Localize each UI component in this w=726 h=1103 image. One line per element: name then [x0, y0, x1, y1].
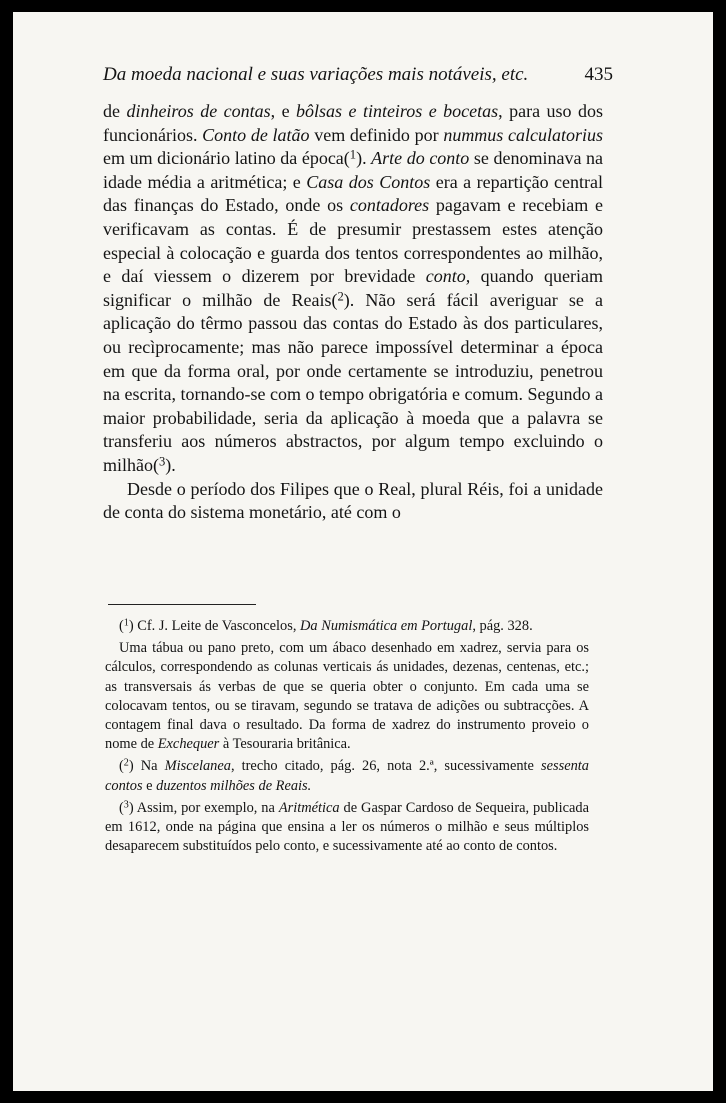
paragraph-2: Desde o período dos Filipes que o Real, plural Réis, foi a unidade de conta do sistema monetário, até com o: [103, 478, 603, 523]
text-run: , para uso dos funcionários.: [103, 101, 603, 145]
text-run: , trecho citado, pág. 26, nota 2.ª, sucessivamente: [230, 758, 542, 775]
text-run: , e: [270, 101, 297, 121]
footnote-marker: 2: [123, 757, 129, 769]
footnote-1: [105, 617, 589, 636]
italic-term: conto,: [425, 266, 471, 287]
text-run: ).: [165, 454, 176, 475]
text-run: de: [103, 101, 127, 121]
italic-term: Casa dos Contos: [306, 171, 431, 192]
running-header: [103, 62, 613, 92]
italic-term: Da Numismática em Portugal: [300, 618, 473, 634]
text-run: ). Não será fácil averiguar se a aplicação do têrmo passou das contas do Estado às dos particulares, ou recìprocamente; mas não parece impossível determinar a época em que da forma oral, por onde certamente se introduziu, penetrou na escrita, tornando-se com o tempo obrigatória e comum. Segundo a maior probabilidade, seria da aplicação à moeda que a palavra se transferiu aos números abstractos, por algum tempo excluindo o milhão(: [103, 289, 603, 475]
text-run: (: [119, 799, 124, 816]
text-run: , pág. 328.: [472, 618, 533, 634]
italic-term: dinheiros de contas: [126, 101, 271, 121]
footnote-ref-3: 3: [159, 454, 166, 469]
book-page: [13, 12, 713, 1091]
text-run: era a repartição central das finanças do Estado, onde os: [103, 171, 604, 216]
italic-term: Conto de latão: [202, 124, 310, 145]
text-run: Uma tábua ou pano preto, com um ábaco desenhado em xadrez, servia para os cálculos, correspondendo as colunas verticais ás unidades, dezenas, centenas, etc.; as transversais ás verbas de que se queria obter o conjunto. Em cada uma se colocavam tentos, ou se tiravam, segundo se tratava de adições ou subtracções. A contagem final dava o resultado. Da forma de xadrez do instrumento proveio o nome de: [105, 640, 589, 753]
italic-term: nummus calculatorius: [443, 124, 603, 145]
text-run: de Gaspar Cardoso de Sequeira, publicada em 1612, onde na página que ensina a ler os números o milhão e seus múltiplos desaparecem substituídos pelo conto, e sucessivamente até ao conto de contos.: [105, 799, 589, 855]
footnote-divider: [108, 604, 256, 605]
text-run: em um dicionário latino da época(: [103, 148, 350, 169]
italic-term: Arte do conto: [371, 148, 470, 169]
footnote-2: [105, 757, 589, 795]
italic-term: Aritmética: [278, 799, 340, 816]
footnote-3: [105, 799, 589, 857]
footnote-1-continued: [105, 639, 589, 754]
text-run: ) Cf. J. Leite de Vasconcelos,: [128, 618, 301, 634]
footnote-ref-2: 2: [337, 289, 344, 304]
italic-term: bôlsas e tinteiros e bocetas: [296, 101, 499, 121]
text-run: (: [119, 618, 124, 634]
italic-term: sessenta contos: [105, 758, 589, 794]
text-run: pagavam e recebiam e verificavam as contas. É de presumir prestassem estes atenção especial à colocação e guarda dos tentos correspondentes ao milhão, e daí viessem o dizerem por brevidade: [103, 195, 603, 287]
footnotes: [105, 617, 589, 859]
text-run: quando queriam significar o milhão de Reais(: [103, 266, 604, 310]
italic-term: duzentos milhões de Reais.: [156, 777, 312, 794]
main-text: [103, 100, 603, 525]
italic-term: Exchequer: [157, 736, 220, 753]
text-run: se denominava na idade média a aritmética; e: [103, 148, 603, 192]
text-run: ).: [356, 148, 372, 169]
footnote-ref-1: 1: [349, 147, 357, 162]
text-run: e: [142, 777, 157, 794]
text-run: vem definido por: [309, 124, 444, 145]
footnote-marker: 3: [123, 799, 129, 811]
italic-term: contadores: [349, 195, 430, 216]
text-run: ) Assim, por exemplo, na: [128, 799, 279, 816]
text-run: à Tesouraria britânica.: [219, 736, 351, 753]
text-run: (: [119, 758, 124, 775]
footnote-marker: 1: [123, 617, 129, 629]
italic-term: Miscelanea: [164, 758, 231, 775]
text-run: ) Na: [128, 758, 165, 775]
page-number: 435: [584, 64, 613, 85]
paragraph-1: [103, 100, 603, 478]
running-title: Da moeda nacional e suas variações mais notáveis, etc.: [103, 64, 529, 85]
